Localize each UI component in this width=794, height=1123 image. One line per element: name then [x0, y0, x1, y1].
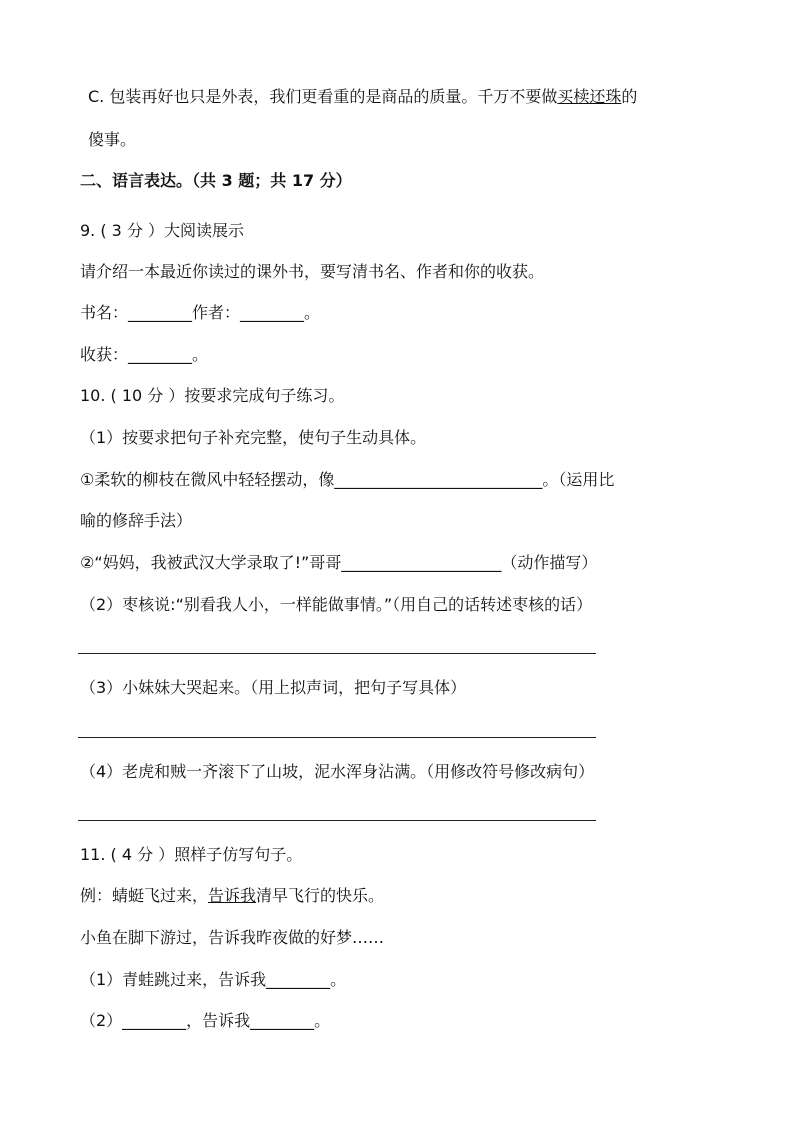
answer-rule-3 — [78, 820, 596, 821]
answer-rule-1 — [78, 653, 596, 654]
answer-rule-2 — [78, 737, 596, 738]
q9-gain-line: 收获：________。 — [80, 345, 209, 364]
q10-part1-b: ②“妈妈，我被武汉大学录取了!”哥哥____________________（动作描写） — [80, 553, 598, 572]
q9-title: 9. ( 3 分 ）大阅读展示 — [80, 221, 245, 240]
q11-part2: （2）________，告诉我________。 — [80, 1011, 331, 1030]
q11-example2: 小鱼在脚下游过，告诉我昨夜做的好梦…… — [80, 928, 385, 947]
c-option-line — [88, 86, 637, 108]
q11-part1: （1）青蛙跳过来，告诉我________。 — [80, 970, 347, 989]
q10-part2: （2）枣核说:“别看我人小，一样能做事情。”（用自己的话转述枣核的话） — [80, 595, 593, 614]
q10-part1: （1）按要求把句子补充完整，使句子生动具体。 — [80, 428, 427, 447]
section-heading: 二、语言表达。（共 3 题；共 17 分） — [80, 171, 352, 190]
q11-example-end: 清早飞行的快乐。 — [256, 886, 385, 905]
q9-prompt: 请介绍一本最近你读过的课外书，要写清书名、作者和你的收获。 — [80, 262, 545, 281]
q11-example-start: 例：蜻蜓飞过来， — [80, 886, 209, 905]
c-option-continuation: 傻事。 — [88, 130, 137, 149]
q10-title: 10. ( 10 分 ）按要求完成句子练习。 — [80, 386, 345, 405]
c-option-text: C. 包装再好也只是外表，我们更看重的是商品的质量。千万不要做 — [88, 87, 558, 106]
q10-part1-a-continuation: 喻的修辞手法） — [80, 511, 193, 530]
idiom-underlined: 买椟还珠 — [557, 87, 622, 106]
q10-part3: （3）小妹妹大哭起来。（用上拟声词，把句子写具体） — [80, 678, 467, 697]
q10-part1-a: ①柔软的柳枝在微风中轻轻摆动，像__________________________。（运用比 — [80, 470, 615, 489]
q9-book-line: 书名：________作者：________。 — [80, 303, 321, 322]
q11-example-line — [80, 885, 384, 907]
q10-part4: （4）老虎和贼一齐滚下了山坡，泥水浑身沾满。（用修改符号修改病句） — [80, 762, 595, 781]
q11-title: 11. ( 4 分 ）照样子仿写句子。 — [80, 845, 303, 864]
q11-example-underlined: 告诉我 — [208, 886, 257, 905]
c-option-end: 的 — [621, 87, 638, 106]
